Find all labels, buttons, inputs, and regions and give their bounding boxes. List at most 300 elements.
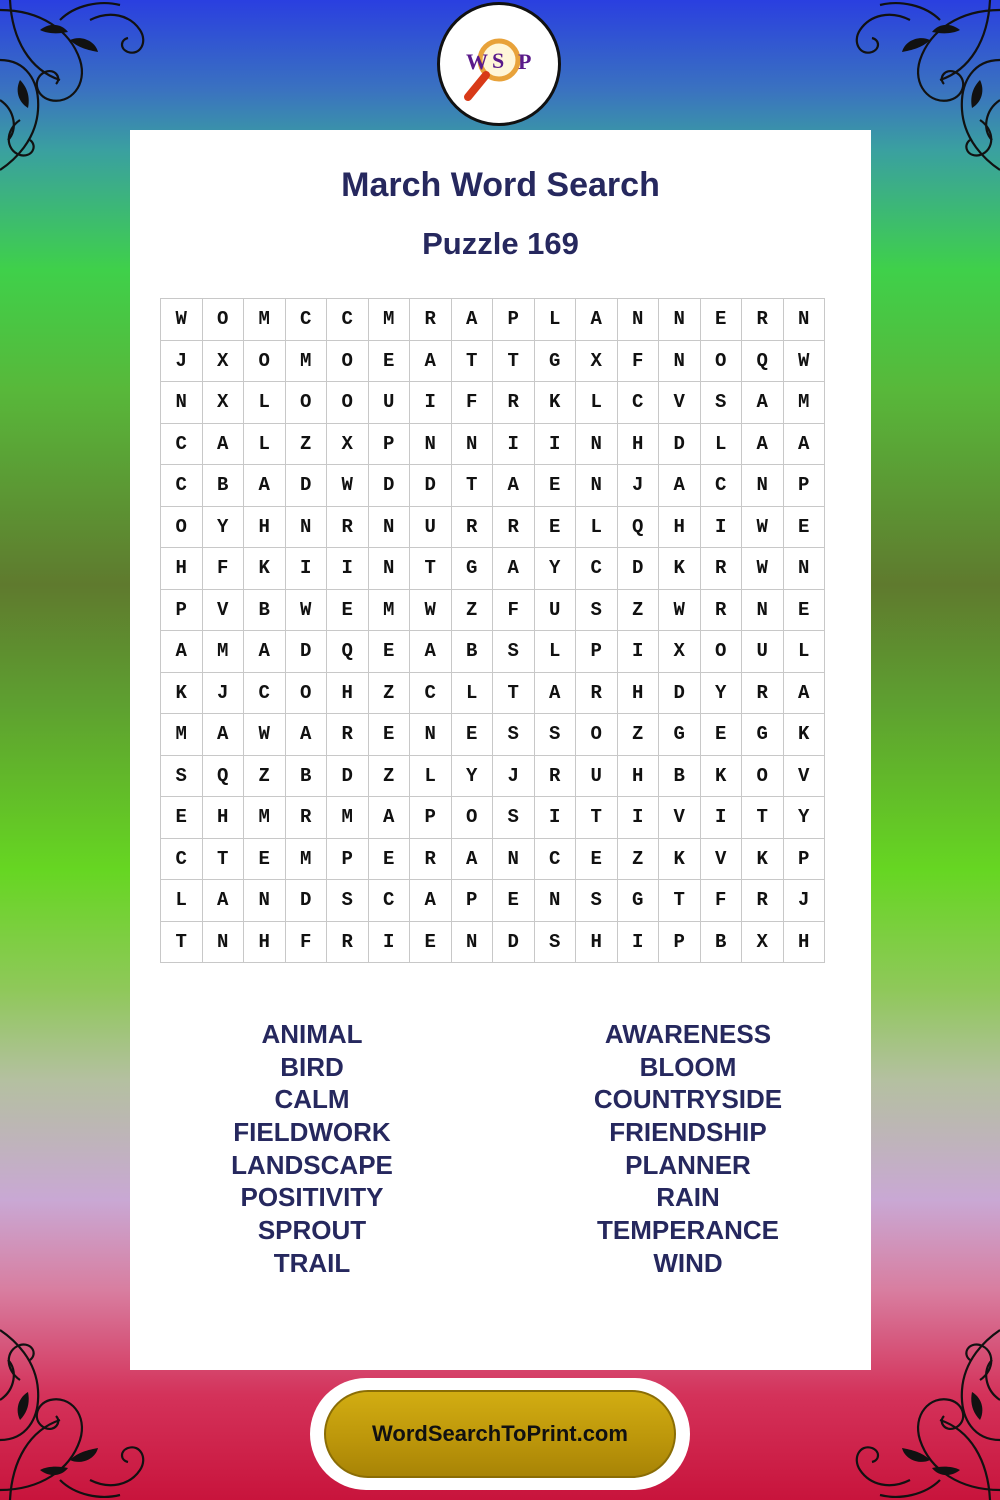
grid-cell[interactable]: O	[700, 631, 742, 673]
grid-cell[interactable]: P	[327, 838, 369, 880]
grid-cell[interactable]: W	[742, 506, 784, 548]
grid-cell[interactable]: P	[451, 880, 493, 922]
grid-row	[161, 465, 825, 507]
grid-cell[interactable]: O	[327, 340, 369, 382]
grid-cell[interactable]: M	[244, 299, 286, 341]
grid-cell[interactable]: R	[410, 299, 452, 341]
grid-cell[interactable]: P	[576, 631, 618, 673]
grid-cell[interactable]: S	[161, 755, 203, 797]
grid-cell[interactable]: C	[161, 838, 203, 880]
grid-cell[interactable]: A	[244, 465, 286, 507]
grid-cell[interactable]: Y	[451, 755, 493, 797]
grid-cell[interactable]: A	[161, 631, 203, 673]
grid-cell[interactable]: R	[742, 672, 784, 714]
grid-cell[interactable]: W	[161, 299, 203, 341]
grid-cell[interactable]: E	[700, 299, 742, 341]
grid-cell[interactable]: A	[493, 548, 535, 590]
grid-cell[interactable]: K	[534, 382, 576, 424]
grid-cell[interactable]: V	[783, 755, 825, 797]
grid-cell[interactable]: Z	[617, 714, 659, 756]
grid-cell[interactable]: I	[617, 921, 659, 963]
grid-cell[interactable]: E	[700, 714, 742, 756]
puzzle-number: Puzzle 169	[422, 226, 579, 261]
grid-cell[interactable]: O	[244, 340, 286, 382]
grid-cell[interactable]: N	[410, 714, 452, 756]
grid-cell[interactable]: B	[244, 589, 286, 631]
grid-cell[interactable]: F	[285, 921, 327, 963]
grid-cell[interactable]: A	[742, 382, 784, 424]
grid-cell[interactable]: T	[202, 838, 244, 880]
grid-cell[interactable]: O	[202, 299, 244, 341]
grid-cell[interactable]: N	[659, 299, 701, 341]
grid-cell[interactable]: F	[617, 340, 659, 382]
grid-cell[interactable]: V	[659, 797, 701, 839]
grid-cell[interactable]: G	[534, 340, 576, 382]
grid-cell[interactable]: M	[368, 589, 410, 631]
grid-cell[interactable]: C	[368, 880, 410, 922]
grid-cell[interactable]: A	[783, 423, 825, 465]
grid-cell[interactable]: W	[783, 340, 825, 382]
grid-cell[interactable]: D	[659, 423, 701, 465]
grid-cell[interactable]: O	[285, 382, 327, 424]
grid-cell[interactable]: R	[493, 506, 535, 548]
grid-cell[interactable]: E	[327, 589, 369, 631]
grid-cell[interactable]: J	[617, 465, 659, 507]
grid-cell[interactable]: R	[700, 589, 742, 631]
grid-cell[interactable]: A	[410, 340, 452, 382]
grid-cell[interactable]: Z	[285, 423, 327, 465]
grid-cell[interactable]: K	[700, 755, 742, 797]
grid-cell[interactable]: A	[410, 880, 452, 922]
letter-grid	[160, 298, 825, 963]
grid-cell[interactable]: D	[285, 631, 327, 673]
grid-cell[interactable]: N	[368, 548, 410, 590]
grid-cell[interactable]: D	[617, 548, 659, 590]
grid-cell[interactable]: N	[410, 423, 452, 465]
grid-cell[interactable]: M	[285, 838, 327, 880]
grid-cell[interactable]: M	[783, 382, 825, 424]
grid-cell[interactable]: S	[493, 714, 535, 756]
grid-cell[interactable]: D	[659, 672, 701, 714]
grid-cell[interactable]: U	[410, 506, 452, 548]
grid-cell[interactable]: I	[617, 797, 659, 839]
grid-cell[interactable]: A	[659, 465, 701, 507]
grid-cell[interactable]: W	[659, 589, 701, 631]
grid-cell[interactable]: E	[410, 921, 452, 963]
grid-cell[interactable]: I	[493, 423, 535, 465]
grid-cell[interactable]: L	[700, 423, 742, 465]
grid-cell[interactable]: C	[161, 465, 203, 507]
grid-cell[interactable]: R	[700, 548, 742, 590]
grid-cell[interactable]: G	[742, 714, 784, 756]
word-list-item: SPROUT	[257, 1215, 367, 1246]
grid-cell[interactable]: H	[617, 755, 659, 797]
grid-cell[interactable]: R	[742, 880, 784, 922]
grid-cell[interactable]: E	[783, 506, 825, 548]
grid-cell[interactable]: S	[534, 714, 576, 756]
grid-cell[interactable]: D	[285, 880, 327, 922]
grid-cell[interactable]: S	[700, 382, 742, 424]
grid-cell[interactable]: X	[202, 382, 244, 424]
grid-cell[interactable]: J	[202, 672, 244, 714]
grid-cell[interactable]: I	[700, 797, 742, 839]
grid-cell[interactable]: Z	[617, 838, 659, 880]
grid-row	[161, 299, 825, 341]
grid-cell[interactable]: W	[742, 548, 784, 590]
grid-cell[interactable]: Q	[617, 506, 659, 548]
grid-cell[interactable]: F	[451, 382, 493, 424]
grid-cell[interactable]: I	[285, 548, 327, 590]
grid-cell[interactable]: L	[534, 631, 576, 673]
grid-cell[interactable]: O	[285, 672, 327, 714]
grid-cell[interactable]: Y	[534, 548, 576, 590]
word-list-item: TEMPERANCE	[596, 1215, 779, 1246]
grid-cell[interactable]: W	[327, 465, 369, 507]
grid-cell[interactable]: Y	[202, 506, 244, 548]
grid-cell[interactable]: O	[576, 714, 618, 756]
grid-cell[interactable]: L	[244, 382, 286, 424]
grid-cell[interactable]: N	[161, 382, 203, 424]
grid-cell[interactable]: H	[202, 797, 244, 839]
grid-cell[interactable]: U	[534, 589, 576, 631]
grid-cell[interactable]: N	[576, 423, 618, 465]
grid-cell[interactable]: N	[783, 548, 825, 590]
grid-cell[interactable]: M	[202, 631, 244, 673]
grid-cell[interactable]: R	[327, 506, 369, 548]
grid-cell[interactable]: O	[161, 506, 203, 548]
grid-cell[interactable]: L	[576, 382, 618, 424]
grid-cell[interactable]: B	[451, 631, 493, 673]
grid-cell[interactable]: W	[285, 589, 327, 631]
grid-cell[interactable]: N	[742, 465, 784, 507]
grid-row	[161, 631, 825, 673]
grid-cell[interactable]: P	[368, 423, 410, 465]
grid-row	[161, 340, 825, 382]
grid-cell[interactable]: M	[285, 340, 327, 382]
grid-cell[interactable]: L	[534, 299, 576, 341]
grid-cell[interactable]: P	[783, 465, 825, 507]
grid-cell[interactable]: B	[700, 921, 742, 963]
grid-cell[interactable]: A	[742, 423, 784, 465]
grid-cell[interactable]: Q	[327, 631, 369, 673]
grid-cell[interactable]: S	[327, 880, 369, 922]
grid-row	[161, 838, 825, 880]
grid-cell[interactable]: I	[368, 921, 410, 963]
grid-cell[interactable]: J	[161, 340, 203, 382]
grid-cell[interactable]: I	[534, 423, 576, 465]
grid-cell[interactable]: P	[659, 921, 701, 963]
grid-cell[interactable]: X	[327, 423, 369, 465]
grid-cell[interactable]: N	[659, 340, 701, 382]
grid-cell[interactable]: E	[576, 838, 618, 880]
grid-cell[interactable]: D	[410, 465, 452, 507]
grid-cell[interactable]: T	[493, 672, 535, 714]
grid-cell[interactable]: T	[742, 797, 784, 839]
grid-cell[interactable]: R	[327, 714, 369, 756]
grid-cell[interactable]: B	[202, 465, 244, 507]
grid-cell[interactable]: T	[493, 340, 535, 382]
grid-cell[interactable]: N	[244, 880, 286, 922]
grid-cell[interactable]: K	[244, 548, 286, 590]
grid-cell[interactable]: S	[493, 631, 535, 673]
grid-cell[interactable]: A	[410, 631, 452, 673]
grid-cell[interactable]: L	[451, 672, 493, 714]
grid-cell[interactable]: Q	[742, 340, 784, 382]
grid-row	[161, 589, 825, 631]
page-title: March Word Search	[341, 166, 660, 204]
grid-cell[interactable]: E	[368, 714, 410, 756]
grid-cell[interactable]: R	[327, 921, 369, 963]
grid-row	[161, 797, 825, 839]
grid-cell[interactable]: L	[783, 631, 825, 673]
grid-cell[interactable]: N	[451, 921, 493, 963]
grid-cell[interactable]: R	[285, 797, 327, 839]
grid-cell[interactable]: N	[285, 506, 327, 548]
website-link-label: WordSearchToPrint.com	[372, 1421, 628, 1446]
grid-cell[interactable]: Z	[451, 589, 493, 631]
word-list-item: BLOOM	[639, 1051, 737, 1082]
grid-cell[interactable]: Y	[700, 672, 742, 714]
word-list-item: BIRD	[280, 1051, 344, 1082]
grid-cell[interactable]: O	[700, 340, 742, 382]
word-list-item: TRAIL	[273, 1247, 351, 1278]
grid-cell[interactable]: C	[534, 838, 576, 880]
grid-cell[interactable]: Z	[368, 672, 410, 714]
grid-cell[interactable]: H	[617, 672, 659, 714]
grid-row	[161, 382, 825, 424]
word-list-item: RAIN	[656, 1182, 720, 1213]
grid-cell[interactable]: A	[576, 299, 618, 341]
grid-cell[interactable]: X	[576, 340, 618, 382]
grid-cell[interactable]: E	[368, 838, 410, 880]
magnifier-icon	[440, 5, 558, 123]
grid-cell[interactable]: N	[368, 506, 410, 548]
grid-cell[interactable]: L	[410, 755, 452, 797]
grid-cell[interactable]: X	[742, 921, 784, 963]
grid-cell[interactable]: C	[285, 299, 327, 341]
grid-cell[interactable]: M	[244, 797, 286, 839]
grid-cell[interactable]: E	[368, 631, 410, 673]
grid-cell[interactable]: H	[244, 506, 286, 548]
grid-cell[interactable]: A	[202, 880, 244, 922]
grid-cell[interactable]: N	[202, 921, 244, 963]
grid-cell[interactable]: S	[534, 921, 576, 963]
footer-badge	[310, 1378, 690, 1490]
grid-cell[interactable]: R	[534, 755, 576, 797]
grid-cell[interactable]: H	[244, 921, 286, 963]
site-logo[interactable]	[437, 2, 561, 126]
grid-cell[interactable]: X	[659, 631, 701, 673]
grid-cell[interactable]: P	[493, 299, 535, 341]
grid-cell[interactable]: L	[161, 880, 203, 922]
grid-cell[interactable]: A	[783, 672, 825, 714]
grid-cell[interactable]: E	[534, 506, 576, 548]
grid-cell[interactable]: I	[410, 382, 452, 424]
word-list-item: LANDSCAPE	[231, 1149, 393, 1180]
grid-cell[interactable]: E	[244, 838, 286, 880]
grid-cell[interactable]: E	[783, 589, 825, 631]
grid-cell[interactable]: K	[742, 838, 784, 880]
grid-cell[interactable]: A	[493, 465, 535, 507]
grid-cell[interactable]: J	[783, 880, 825, 922]
grid-cell[interactable]: K	[659, 838, 701, 880]
grid-cell[interactable]: J	[493, 755, 535, 797]
grid-cell[interactable]: T	[161, 921, 203, 963]
grid-cell[interactable]: S	[576, 589, 618, 631]
grid-cell[interactable]: P	[783, 838, 825, 880]
grid-cell[interactable]: N	[534, 880, 576, 922]
grid-cell[interactable]: C	[161, 423, 203, 465]
grid-cell[interactable]: X	[202, 340, 244, 382]
grid-cell[interactable]: P	[161, 589, 203, 631]
grid-cell[interactable]: S	[493, 797, 535, 839]
grid-cell[interactable]: R	[410, 838, 452, 880]
grid-cell[interactable]: O	[327, 382, 369, 424]
grid-cell[interactable]: T	[451, 465, 493, 507]
grid-cell[interactable]: O	[742, 755, 784, 797]
grid-cell[interactable]: F	[493, 589, 535, 631]
grid-cell[interactable]: F	[700, 880, 742, 922]
grid-cell[interactable]: A	[368, 797, 410, 839]
grid-cell[interactable]: T	[410, 548, 452, 590]
word-list-item: CALM	[274, 1084, 350, 1115]
grid-cell[interactable]: Q	[202, 755, 244, 797]
grid-cell[interactable]: Z	[368, 755, 410, 797]
grid-cell[interactable]: O	[451, 797, 493, 839]
grid-cell[interactable]: I	[534, 797, 576, 839]
word-list-item: POSITIVITY	[240, 1182, 384, 1213]
grid-cell[interactable]: Y	[783, 797, 825, 839]
logo-letter-s: S	[492, 48, 505, 73]
grid-cell[interactable]: V	[700, 838, 742, 880]
grid-cell[interactable]: H	[576, 921, 618, 963]
grid-cell[interactable]: C	[576, 548, 618, 590]
word-list-item: WIND	[653, 1247, 723, 1278]
grid-cell[interactable]: T	[659, 880, 701, 922]
grid-row	[161, 880, 825, 922]
grid-cell[interactable]: K	[659, 548, 701, 590]
grid-cell[interactable]: A	[202, 423, 244, 465]
grid-cell[interactable]: A	[244, 631, 286, 673]
grid-cell[interactable]: H	[659, 506, 701, 548]
grid-cell[interactable]: B	[659, 755, 701, 797]
grid-cell[interactable]: H	[161, 548, 203, 590]
grid-row	[161, 423, 825, 465]
grid-cell[interactable]: N	[742, 589, 784, 631]
grid-cell[interactable]: I	[700, 506, 742, 548]
grid-row	[161, 714, 825, 756]
puzzle-panel	[130, 130, 871, 1370]
logo-letter-w: W	[466, 49, 488, 74]
grid-cell[interactable]: C	[410, 672, 452, 714]
grid-cell[interactable]: M	[327, 797, 369, 839]
grid-cell[interactable]: Z	[244, 755, 286, 797]
website-link-button[interactable]	[324, 1390, 676, 1478]
grid-cell[interactable]: H	[617, 423, 659, 465]
grid-cell[interactable]: N	[576, 465, 618, 507]
grid-cell[interactable]: D	[285, 465, 327, 507]
grid-cell[interactable]: W	[244, 714, 286, 756]
grid-cell[interactable]: H	[327, 672, 369, 714]
grid-cell[interactable]: S	[576, 880, 618, 922]
grid-cell[interactable]: A	[202, 714, 244, 756]
grid-cell[interactable]: H	[783, 921, 825, 963]
grid-cell[interactable]: R	[493, 382, 535, 424]
grid-cell[interactable]: T	[451, 340, 493, 382]
grid-cell[interactable]: F	[202, 548, 244, 590]
grid-cell[interactable]: P	[410, 797, 452, 839]
grid-cell[interactable]: C	[327, 299, 369, 341]
grid-cell[interactable]: A	[534, 672, 576, 714]
grid-cell[interactable]: C	[617, 382, 659, 424]
grid-cell[interactable]: E	[368, 340, 410, 382]
grid-cell[interactable]: Z	[617, 589, 659, 631]
word-list-item: FRIENDSHIP	[609, 1117, 767, 1148]
grid-cell[interactable]: R	[451, 506, 493, 548]
grid-cell[interactable]: D	[493, 921, 535, 963]
grid-cell[interactable]: N	[451, 423, 493, 465]
grid-cell[interactable]: V	[659, 382, 701, 424]
grid-cell[interactable]: R	[576, 672, 618, 714]
grid-cell[interactable]: K	[161, 672, 203, 714]
grid-cell[interactable]: G	[617, 880, 659, 922]
logo-letter-p: P	[518, 49, 532, 74]
grid-cell[interactable]: E	[161, 797, 203, 839]
grid-cell[interactable]: K	[783, 714, 825, 756]
word-list-item: COUNTRYSIDE	[593, 1084, 783, 1115]
grid-cell[interactable]: N	[617, 299, 659, 341]
grid-row	[161, 506, 825, 548]
grid-cell[interactable]: T	[576, 797, 618, 839]
grid-cell[interactable]: W	[410, 589, 452, 631]
grid-cell[interactable]: V	[202, 589, 244, 631]
word-list-item: PLANNER	[625, 1149, 751, 1180]
grid-cell[interactable]: A	[285, 714, 327, 756]
grid-cell[interactable]: N	[493, 838, 535, 880]
grid-cell[interactable]: D	[327, 755, 369, 797]
grid-cell[interactable]: M	[368, 299, 410, 341]
grid-cell[interactable]: C	[244, 672, 286, 714]
grid-row	[161, 921, 825, 963]
word-list-left	[162, 1018, 462, 1280]
word-list-right	[538, 1018, 838, 1280]
grid-cell[interactable]: U	[742, 631, 784, 673]
grid-cell[interactable]: D	[368, 465, 410, 507]
grid-cell[interactable]: I	[617, 631, 659, 673]
grid-cell[interactable]: E	[534, 465, 576, 507]
word-list-item: ANIMAL	[261, 1019, 363, 1049]
grid-cell[interactable]: G	[659, 714, 701, 756]
grid-cell[interactable]: N	[783, 299, 825, 341]
grid-cell[interactable]: A	[451, 838, 493, 880]
grid-cell[interactable]: E	[493, 880, 535, 922]
grid-row	[161, 672, 825, 714]
grid-cell[interactable]: L	[244, 423, 286, 465]
grid-row	[161, 548, 825, 590]
grid-cell[interactable]: M	[161, 714, 203, 756]
grid-cell[interactable]: C	[700, 465, 742, 507]
grid-cell[interactable]: G	[451, 548, 493, 590]
grid-cell[interactable]: R	[742, 299, 784, 341]
grid-cell[interactable]: U	[576, 755, 618, 797]
grid-cell[interactable]: I	[327, 548, 369, 590]
grid-cell[interactable]: B	[285, 755, 327, 797]
grid-cell[interactable]: E	[451, 714, 493, 756]
grid-cell[interactable]: A	[451, 299, 493, 341]
word-list-item: AWARENESS	[604, 1019, 772, 1049]
grid-cell[interactable]: U	[368, 382, 410, 424]
grid-cell[interactable]: L	[576, 506, 618, 548]
